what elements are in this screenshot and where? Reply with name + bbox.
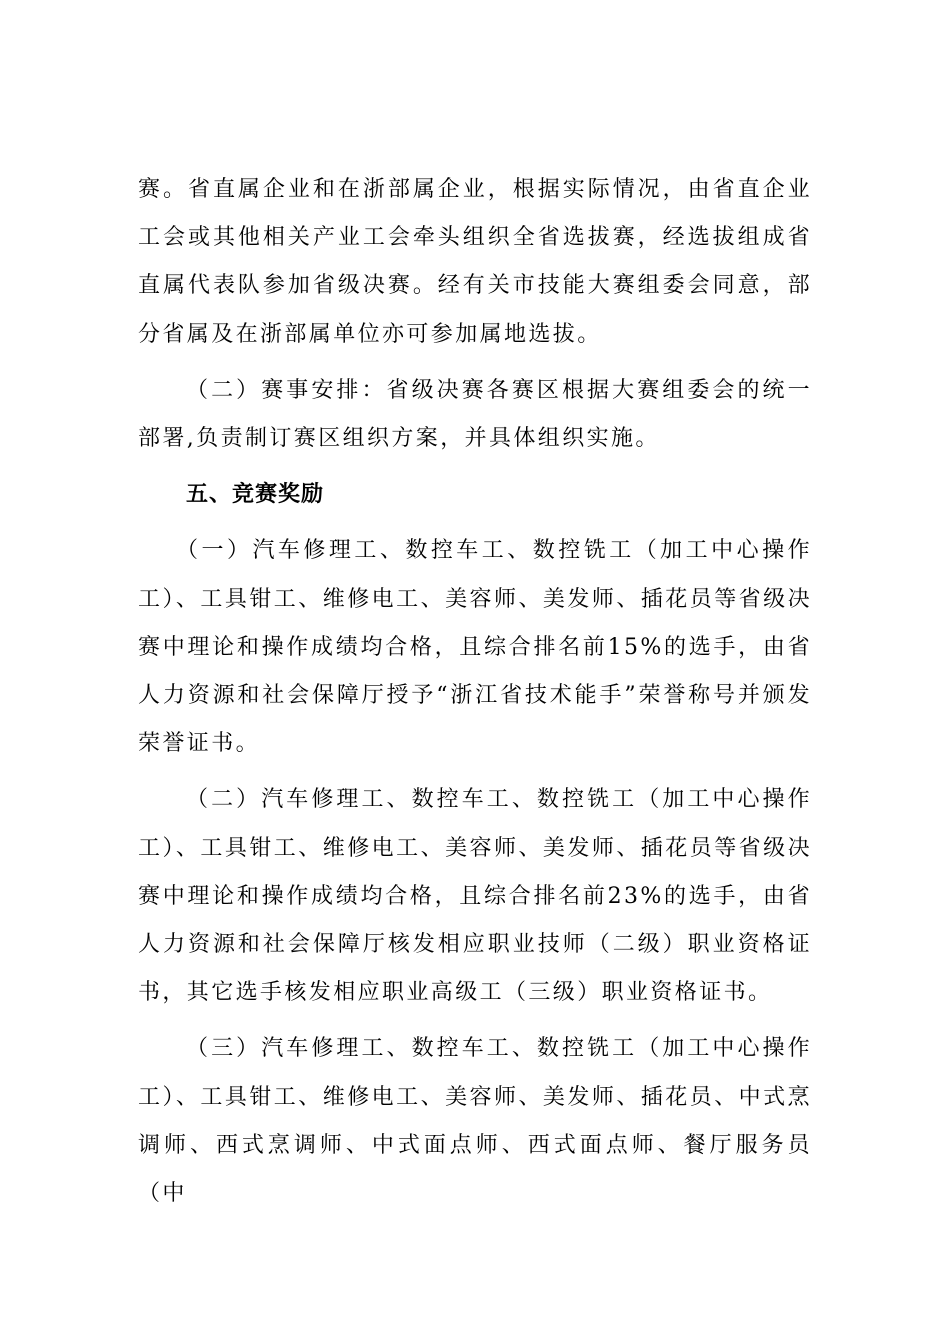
paragraph-event-arrangement: （二）赛事安排：省级决赛各赛区根据大赛组委会的统一部署,负责制订赛区组织方案，并具体组织实施。	[138, 377, 812, 452]
paragraph-1: 赛。省直属企业和在浙部属企业，根据实际情况，由省直企业工会或其他相关产业工会牵头组织全省选拔赛，经选拔组成省直属代表队参加省级决赛。经有关市技能大赛组委会同意，部分省属及在浙部属单位亦可参加属地选拔。	[138, 177, 812, 347]
spacer	[138, 519, 812, 527]
paragraph-award-2: （二）汽车修理工、数控车工、数控铣工（加工中心操作工）、工具钳工、维修电工、美容师、美发师、插花员等省级决赛中理论和操作成绩均合格，且综合排名前23%的选手，由省人力资源和社会保障厅核发相应职业技师（二级）职业资格证书，其它选手核发相应职业高级工（三级）职业资格证书。	[138, 787, 812, 1006]
spacer	[138, 1017, 812, 1025]
document-body	[138, 166, 812, 1218]
spacer	[138, 359, 812, 367]
spacer	[138, 463, 812, 471]
spacer	[138, 768, 812, 776]
section-heading-awards: 五、竞赛奖励	[186, 482, 325, 508]
paragraph-award-3: （三）汽车修理工、数控车工、数控铣工（加工中心操作工）、工具钳工、维修电工、美容师、美发师、插花员、中式烹调师、西式烹调师、中式面点师、西式面点师、餐厅服务员（中	[138, 1036, 812, 1207]
paragraph-award-1: （一）汽车修理工、数控车工、数控铣工（加工中心操作工）、工具钳工、维修电工、美容师、美发师、插花员等省级决赛中理论和操作成绩均合格，且综合排名前15%的选手，由省人力资源和社会保障厅授予“浙江省技术能手”荣誉称号并颁发荣誉证书。	[138, 538, 812, 757]
